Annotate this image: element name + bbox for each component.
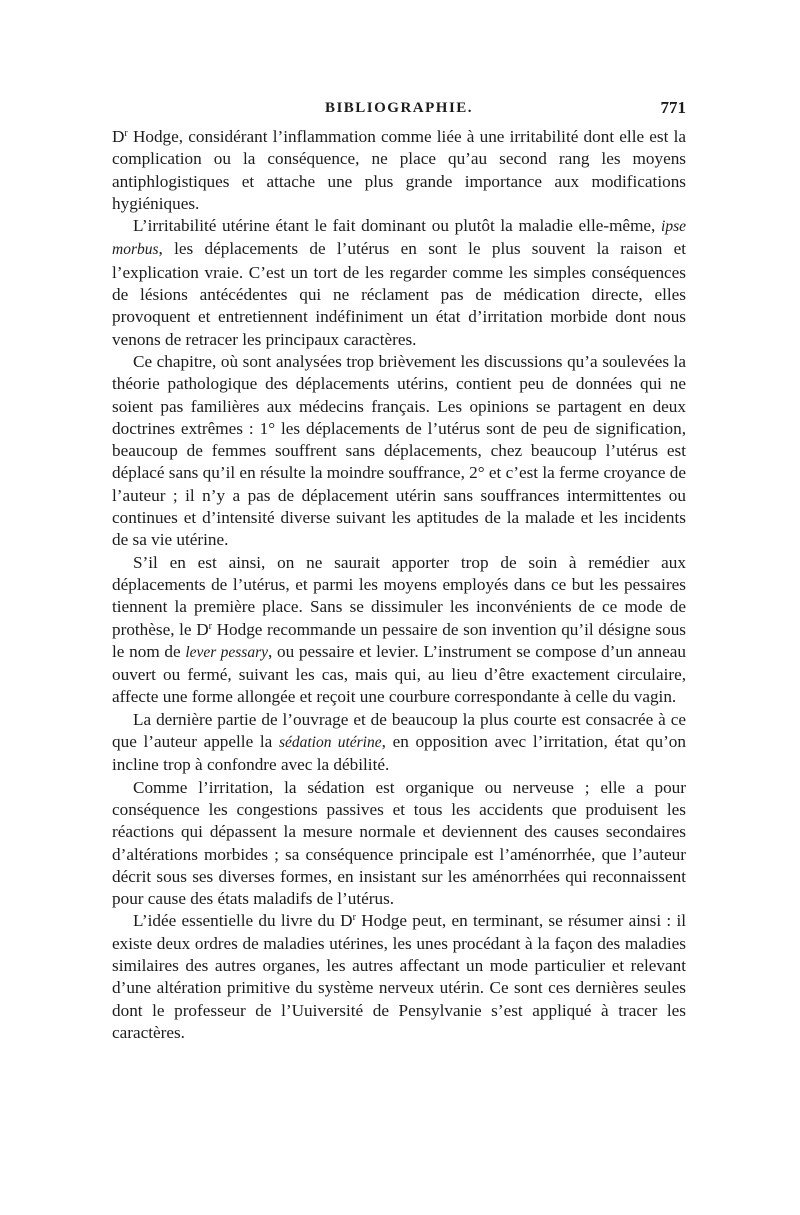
text-run: L’irritabilité utérine étant le fait dominant ou plutôt la maladie elle-même, bbox=[133, 216, 662, 236]
text-run: Hodge, considérant l’inflammation comme liée à une irritabilité dont elle est la complication ou la conséquence, ne place qu’au second rang les moyens antiphlogistiques et attache une plus grande importance aux modifications hygiéniques. bbox=[112, 127, 686, 213]
text-run: D bbox=[112, 127, 125, 146]
italic-term: sédation utérine bbox=[278, 734, 382, 752]
paragraph bbox=[112, 709, 686, 777]
text-run: , les déplacements de l’utérus en sont le plus souvent la raison et l’explication vraie. C’est un tort de les regarder comme les simples conséquences de lésions antécédentes qui ne réclament pas de médication directe, elles provoquent et entretiennent indéfiniment un état d’irritation morbide dont nous venons de retracer les principaux caractères. bbox=[112, 239, 686, 349]
paragraph bbox=[112, 215, 686, 351]
text-run: Comme l’irritation, la sédation est organique ou nerveuse ; elle a pour conséquence les congestions passives et tous les accidents que produisent les réactions qui dépassent la mesure normale et deviennent des causes secondaires d’altérations morbides ; sa conséquence principale est l’aménorrhée, que l’auteur décrit sous ses diverses formes, en insistant sur les aménorrhées qui reconnaissent pour cause des états maladifs de l’utérus. bbox=[112, 777, 686, 909]
text-run: , en opposition avec l’irritation, état qu’on incline trop à confondre avec la débilité. bbox=[112, 732, 686, 775]
paragraph bbox=[112, 351, 686, 552]
page bbox=[112, 96, 686, 1044]
superscript: r bbox=[208, 620, 212, 632]
paragraph bbox=[112, 910, 686, 1044]
running-head: BIBLIOGRAPHIE. bbox=[324, 100, 474, 116]
paragraph bbox=[112, 552, 686, 709]
paragraph bbox=[112, 126, 686, 215]
superscript: r bbox=[124, 128, 128, 139]
paragraph bbox=[112, 777, 686, 911]
text-run: La dernière partie de l’ouvrage et de beaucoup la plus courte est consacrée à ce que l’auteur appelle la bbox=[112, 709, 686, 752]
body-text bbox=[112, 126, 686, 1044]
text-run: S’il en est ainsi, on ne saurait apporter trop de soin à remédier aux déplacements de l’utérus, et parmi les moyens employés dans ce but les pessaires tiennent la première place. Sans se dissimuler les inconvénients de ce mode de prothèse, le D bbox=[112, 552, 686, 639]
text-run: , ou pessaire et levier. L’instrument se compose d’un anneau ouvert ou fermé, suivant les cas, mais qui, au lieu d’être exactement circulaire, affecte une forme allongée et reçoit une courbure correspondante à celle du vagin. bbox=[112, 641, 686, 707]
text-run: Hodge peut, en terminant, se résumer ainsi : il existe deux ordres de maladies utérines, les unes procédant à la façon des maladies similaires des autres organes, les autres affectant un mode particulier et relevant d’une altération primitive du système nerveux utérin. Ce sont ces dernières seules dont le professeur de l’Uuiversité de Pensylvanie s’est appliqué à tracer les caractères. bbox=[112, 911, 687, 1042]
text-run: Ce chapitre, où sont analysées trop brièvement les discussions qu’a soulevées la théorie pathologique des déplacements utérins, contient peu de données qui ne soient pas familières aux médecins français. Les opinions se partagent en deux doctrines extrêmes : 1° les déplacements de l’utérus sont de peu de signification, beaucoup de femmes souffrent sans déplacements, chez beaucoup l’utérus est déplacé sans qu’il en résulte la moindre souffrance, 2° et c’est la ferme croyance de l’auteur ; il n’y a pas de déplacement utérin sans souffrances intermittentes ou continues et d’intensité diverse suivant les aptitudes de la malade et les incidents de sa vie utérine. bbox=[112, 351, 686, 550]
italic-term: lever pessary bbox=[185, 643, 268, 661]
page-header bbox=[112, 96, 686, 122]
text-run: L’idée essentielle du livre du D bbox=[133, 911, 353, 931]
superscript: r bbox=[352, 912, 356, 924]
italic-term: ipse morbus bbox=[112, 218, 686, 259]
page-number: 771 bbox=[660, 98, 686, 117]
text-run: Hodge recommande un pessaire de son invention qu’il désigne sous le nom de bbox=[112, 619, 686, 661]
